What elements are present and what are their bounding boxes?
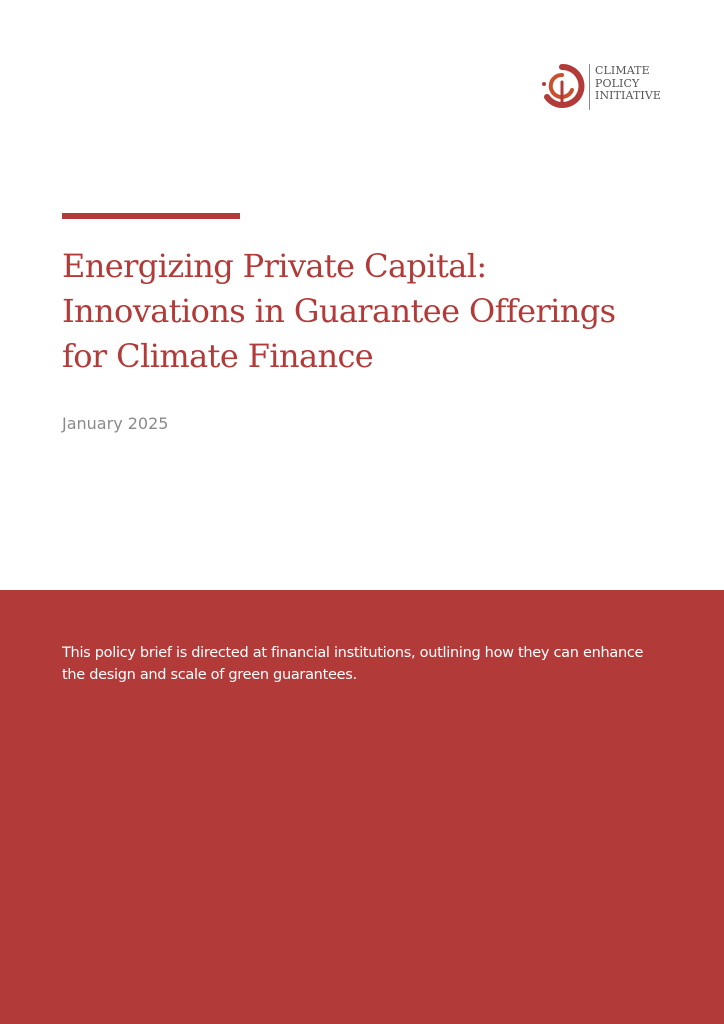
summary-line-1: This policy brief is directed at financial institutions, outlining how they can enhance bbox=[62, 645, 644, 661]
swirl-logo-icon bbox=[538, 62, 586, 110]
title-line-2: Innovations in Guarantee Offerings bbox=[62, 292, 616, 330]
logo-wordmark bbox=[595, 65, 661, 103]
publication-date: January 2025 bbox=[62, 414, 169, 433]
title-line-3: for Climate Finance bbox=[62, 337, 374, 375]
logo-line-1: CLIMATE bbox=[595, 64, 650, 77]
brief-summary bbox=[62, 642, 662, 686]
summary-line-2: the design and scale of green guarantees. bbox=[62, 667, 357, 683]
title-line-1: Energizing Private Capital: bbox=[62, 247, 487, 285]
summary-panel bbox=[0, 590, 724, 1024]
logo-line-2: POLICY bbox=[595, 76, 640, 90]
title-accent-bar bbox=[62, 213, 240, 219]
logo-dot bbox=[542, 82, 546, 86]
logo-divider bbox=[589, 64, 590, 110]
logo-line-3: INITIATIVE bbox=[595, 89, 661, 102]
report-title bbox=[62, 244, 682, 379]
cpi-logo bbox=[538, 62, 668, 114]
